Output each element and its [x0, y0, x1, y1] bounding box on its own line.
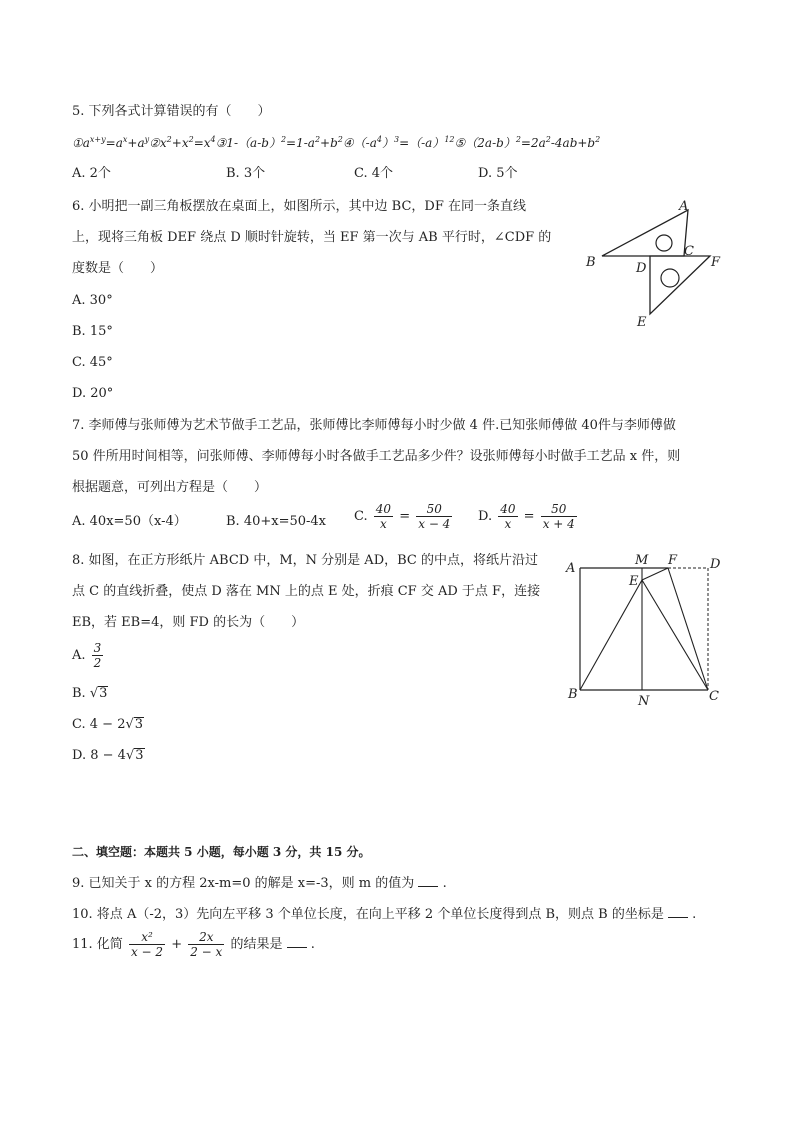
q7-line-1: 7. 李师傅与张师傅为艺术节做手工艺品，张师傅比李师傅每小时少做 4 件.已知张师傅做 40件与李师傅做 [72, 418, 676, 433]
q7-option-a[interactable]: A. 40x=50（x-4） [72, 514, 187, 529]
label-b: B [586, 255, 596, 270]
q5-items: $①a^{x+y}=a^x+a^y②x^2+x^2=x^4③1-(a-b)^2=1-a^2+b^2④(-a^4)^3=(-a)^{12}⑤(2a-b)^2=2a^2-4ab+b^2$ [72, 135, 601, 150]
q8-option-c[interactable]: C. 4 − 2√3 [72, 717, 144, 732]
q8-option-b[interactable]: B. √3 [72, 686, 108, 701]
q5-option-d[interactable]: D. 5个 [478, 166, 518, 181]
q8-square-figure [560, 550, 730, 710]
q7-option-d[interactable]: D. $\frac{40}{x}$ = $\frac{50}{x + 4}$ [478, 502, 575, 531]
triangle-abc [602, 210, 688, 256]
q5-option-c[interactable]: C. 4个 [354, 166, 394, 181]
q8-option-d[interactable]: D. 8 − 4√3 [72, 748, 144, 763]
q11-blank[interactable] [287, 935, 307, 948]
q6-option-a[interactable]: A. 30° [72, 293, 113, 308]
q11-text: 11. 化简 $\frac{\text{x²}}{x - 2}$ + $\frac{2x}{2 - x}$ 的结果是 . [72, 930, 315, 959]
q9-blank[interactable] [418, 874, 438, 887]
q6-line-3: 度数是（ ） [72, 261, 164, 276]
label-n: N [638, 694, 650, 709]
q7-option-c[interactable]: C. $\frac{40}{x}$ = $\frac{50}{x - 4}$ [354, 502, 451, 531]
q6-option-b[interactable]: B. 15° [72, 324, 113, 339]
label-e: E [629, 574, 639, 589]
label-e: E [637, 315, 647, 330]
q10-text: 10. 将点 A（-2，3）先向左平移 3 个单位长度，在向上平移 2 个单位长度得到点 B，则点 B 的坐标是 . [72, 907, 697, 922]
label-f: F [668, 553, 678, 568]
q9-text: 9. 已知关于 x 的方程 2x-m=0 的解是 x=-3，则 m 的值为 . [72, 876, 447, 891]
label-a: A [566, 561, 576, 576]
q5-option-a[interactable]: A. 2个 [72, 166, 111, 181]
q8-line-1: 8. 如图，在正方形纸片 ABCD 中，M，N 分别是 AD，BC 的中点，将纸片沿过 [72, 553, 538, 568]
q6-option-c[interactable]: C. 45° [72, 355, 113, 370]
triangle-abc-hole [656, 235, 672, 251]
label-c: C [684, 244, 694, 259]
label-a: A [679, 199, 689, 214]
q10-blank[interactable] [668, 905, 688, 918]
label-b: B [568, 687, 578, 702]
q6-line-1: 6. 小明把一副三角板摆放在桌面上，如图所示，其中边 BC，DF 在同一条直线 [72, 199, 526, 214]
q5-stem: 5. 下列各式计算错误的有（ ） [72, 104, 271, 119]
q8-option-a[interactable]: A. $\frac{3}{2}$ [72, 641, 102, 670]
section-2-title: 二、填空题：本题共 5 小题，每小题 3 分，共 15 分。 [72, 845, 371, 859]
q7-option-b[interactable]: B. 40+x=50-4x [226, 514, 327, 529]
q6-line-2: 上，现将三角板 DEF 绕点 D 顺时针旋转，当 EF 第一次与 AB 平行时，∠CDF 的 [72, 230, 552, 245]
q6-triangle-figure [580, 196, 730, 336]
q8-line-2: 点 C 的直线折叠，使点 D 落在 MN 上的点 E 处，折痕 CF 交 AD 于点 F，连接 [72, 584, 541, 599]
triangle-def [650, 256, 710, 314]
q8-line-3: EB，若 EB=4，则 FD 的长为（ ） [72, 615, 305, 630]
label-c: C [709, 689, 719, 704]
label-d: D [710, 557, 721, 572]
triangle-def-hole [661, 269, 679, 287]
q7-line-2: 50 件所用时间相等，问张师傅、李师傅每小时各做手工艺品多少件？设张师傅每小时做手工艺品 x 件，则 [72, 449, 681, 464]
q6-option-d[interactable]: D. 20° [72, 386, 114, 401]
label-d: D [636, 261, 647, 276]
label-f: F [711, 255, 721, 270]
q7-line-3: 根据题意，可列出方程是（ ） [72, 480, 268, 495]
q5-option-b[interactable]: B. 3个 [226, 166, 266, 181]
label-m: M [635, 553, 649, 568]
